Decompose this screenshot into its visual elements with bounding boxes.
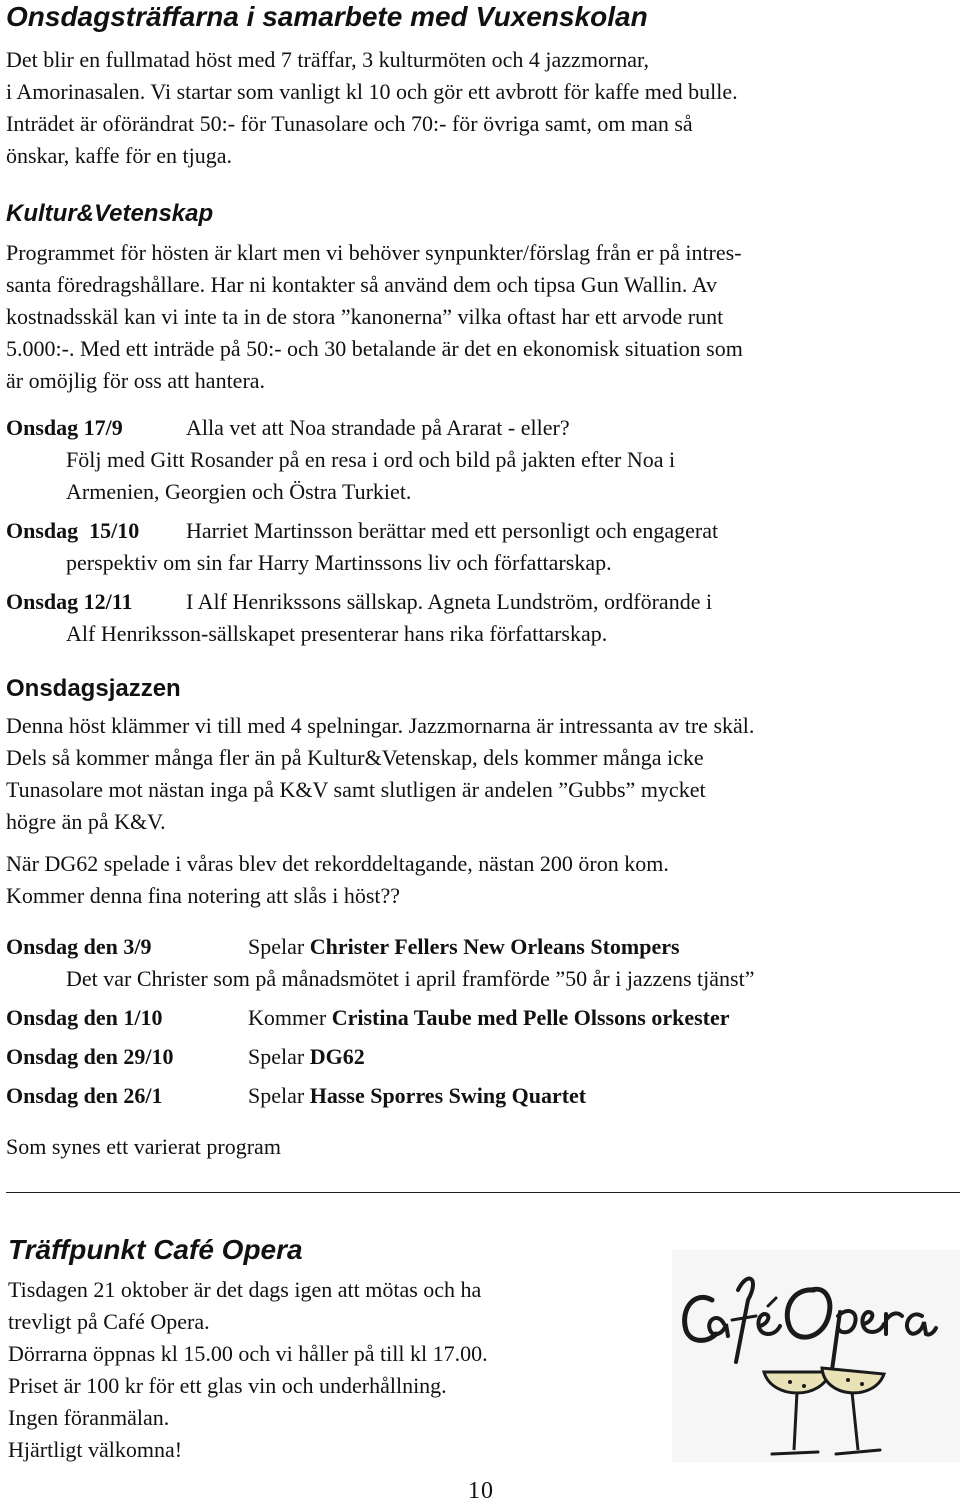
event-continuation: perspektiv om sin far Harry Martinssons liv och författarskap. (66, 550, 612, 575)
section-divider (6, 1192, 960, 1193)
gig-note: Det var Christer som på månadsmötet i april framförde ”50 år i jazzens tjänst” (66, 966, 755, 991)
event-continuation: Alf Henriksson-sällskapet presenterar hans rika författarskap. (66, 621, 608, 646)
jazz-gig (6, 1080, 586, 1112)
kultur-heading: Kultur&Vetenskap (6, 200, 214, 227)
onsdag-line: Inträdet är oförändrat 50:- för Tunasolare och 70:- för övriga samt, om man så (6, 111, 693, 136)
jazz-intro-1 (6, 710, 754, 838)
jazz-closing: Som synes ett varierat program (6, 1134, 281, 1159)
kultur-event (6, 586, 712, 618)
gig-band: Cristina Taube med Pelle Olssons orkester (331, 1005, 730, 1030)
title-rest-part: i samarbete med Vuxenskolan (238, 1, 648, 32)
jazz-line: Dels så kommer många fler än på Kultur&Vetenskap, dels kommer många icke (6, 745, 704, 770)
onsdag-line: önskar, kaffe för en tjuga. (6, 143, 232, 168)
jazz-line: Denna höst klämmer vi till med 4 spelningar. Jazzmornarna är intressanta av tre skäl. (6, 713, 755, 738)
cafe-opera-logo-image (672, 1250, 960, 1462)
kultur-event (6, 412, 570, 444)
cafe-line: Ingen föranmälan. (8, 1405, 170, 1430)
kultur-line: santa föredragshållare. Har ni kontakter så använd dem och tipsa Gun Wallin. Av (6, 272, 717, 297)
cafe-body (8, 1274, 488, 1466)
kultur-intro (6, 237, 743, 397)
gig-day: Onsdag den 3/9 (6, 934, 152, 959)
onsdag-line: i Amorinasalen. Vi startar som vanligt kl 10 och gör ett avbrott för kaffe med bulle. (6, 79, 738, 104)
kultur-line: 5.000:-. Med ett inträde på 50:- och 30 betalande är det en ekonomisk situation som (6, 336, 743, 361)
gig-verb: Spelar (248, 934, 305, 959)
gig-verb: Spelar (248, 1044, 305, 1069)
jazz-line: Kommer denna fina notering att slås i höst?? (6, 883, 401, 908)
event-text: Alla vet att Noa strandade på Ararat - eller? (186, 415, 570, 440)
cafe-opera-logo (672, 1250, 960, 1462)
cafe-line: Dörrarna öppnas kl 15.00 och vi håller på till kl 17.00. (8, 1341, 488, 1366)
onsdag-line: Det blir en fullmatad höst med 7 träffar, 3 kulturmöten och 4 jazzmornar, (6, 47, 649, 72)
cafe-heading: Träffpunkt Café Opera (8, 1234, 303, 1265)
event-day: Onsdag 12/11 (6, 589, 133, 614)
title-bold-part: Onsdagsträffarna (6, 1, 239, 32)
jazz-intro-2 (6, 848, 669, 912)
event-continuation: Följ med Gitt Rosander på en resa i ord och bild på jakten efter Noa i (66, 447, 676, 472)
jazz-heading: Onsdagsjazzen (6, 675, 181, 702)
cafe-line: Tisdagen 21 oktober är det dags igen att mötas och ha (8, 1277, 482, 1302)
cafe-line: Priset är 100 kr för ett glas vin och underhållning. (8, 1373, 447, 1398)
jazz-gig (6, 1002, 730, 1034)
onsdag-intro (6, 44, 738, 172)
page-number: 10 (468, 1478, 494, 1504)
kultur-event (6, 515, 718, 547)
kultur-line: är omöjlig för oss att hantera. (6, 368, 266, 393)
jazz-line: högre än på K&V. (6, 809, 166, 834)
jazz-gig (6, 1041, 365, 1073)
cafe-line: Hjärtligt välkomna! (8, 1437, 183, 1462)
jazz-line: Tunasolare mot nästan inga på K&V samt slutligen är andelen ”Gubbs” mycket (6, 777, 706, 802)
gig-verb: Spelar (248, 1083, 305, 1108)
event-day: Onsdag 15/10 (6, 518, 140, 543)
jazz-gig (6, 931, 680, 963)
gig-band: Hasse Sporres Swing Quartet (309, 1083, 587, 1108)
event-continuation: Armenien, Georgien och Östra Turkiet. (66, 479, 412, 504)
kultur-line: Programmet för hösten är klart men vi behöver synpunkter/förslag från er på intres- (6, 240, 742, 265)
gig-band: Christer Fellers New Orleans Stompers (309, 934, 680, 959)
event-day: Onsdag 17/9 (6, 415, 123, 440)
kultur-line: kostnadsskäl kan vi inte ta in de stora ”kanonerna” vilka oftast har ett arvode runt (6, 304, 724, 329)
gig-verb: Kommer (248, 1005, 327, 1030)
event-text: I Alf Henrikssons sällskap. Agneta Lundström, ordförande i (186, 589, 713, 614)
section-title-onsdagstraffarna (6, 0, 648, 34)
gig-day: Onsdag den 29/10 (6, 1044, 174, 1069)
gig-day: Onsdag den 1/10 (6, 1005, 163, 1030)
cafe-line: trevligt på Café Opera. (8, 1309, 210, 1334)
event-text: Harriet Martinsson berättar med ett personligt och engagerat (186, 518, 719, 543)
gig-day: Onsdag den 26/1 (6, 1083, 163, 1108)
gig-band: DG62 (309, 1044, 365, 1069)
jazz-line: När DG62 spelade i våras blev det rekorddeltagande, nästan 200 öron kom. (6, 851, 669, 876)
